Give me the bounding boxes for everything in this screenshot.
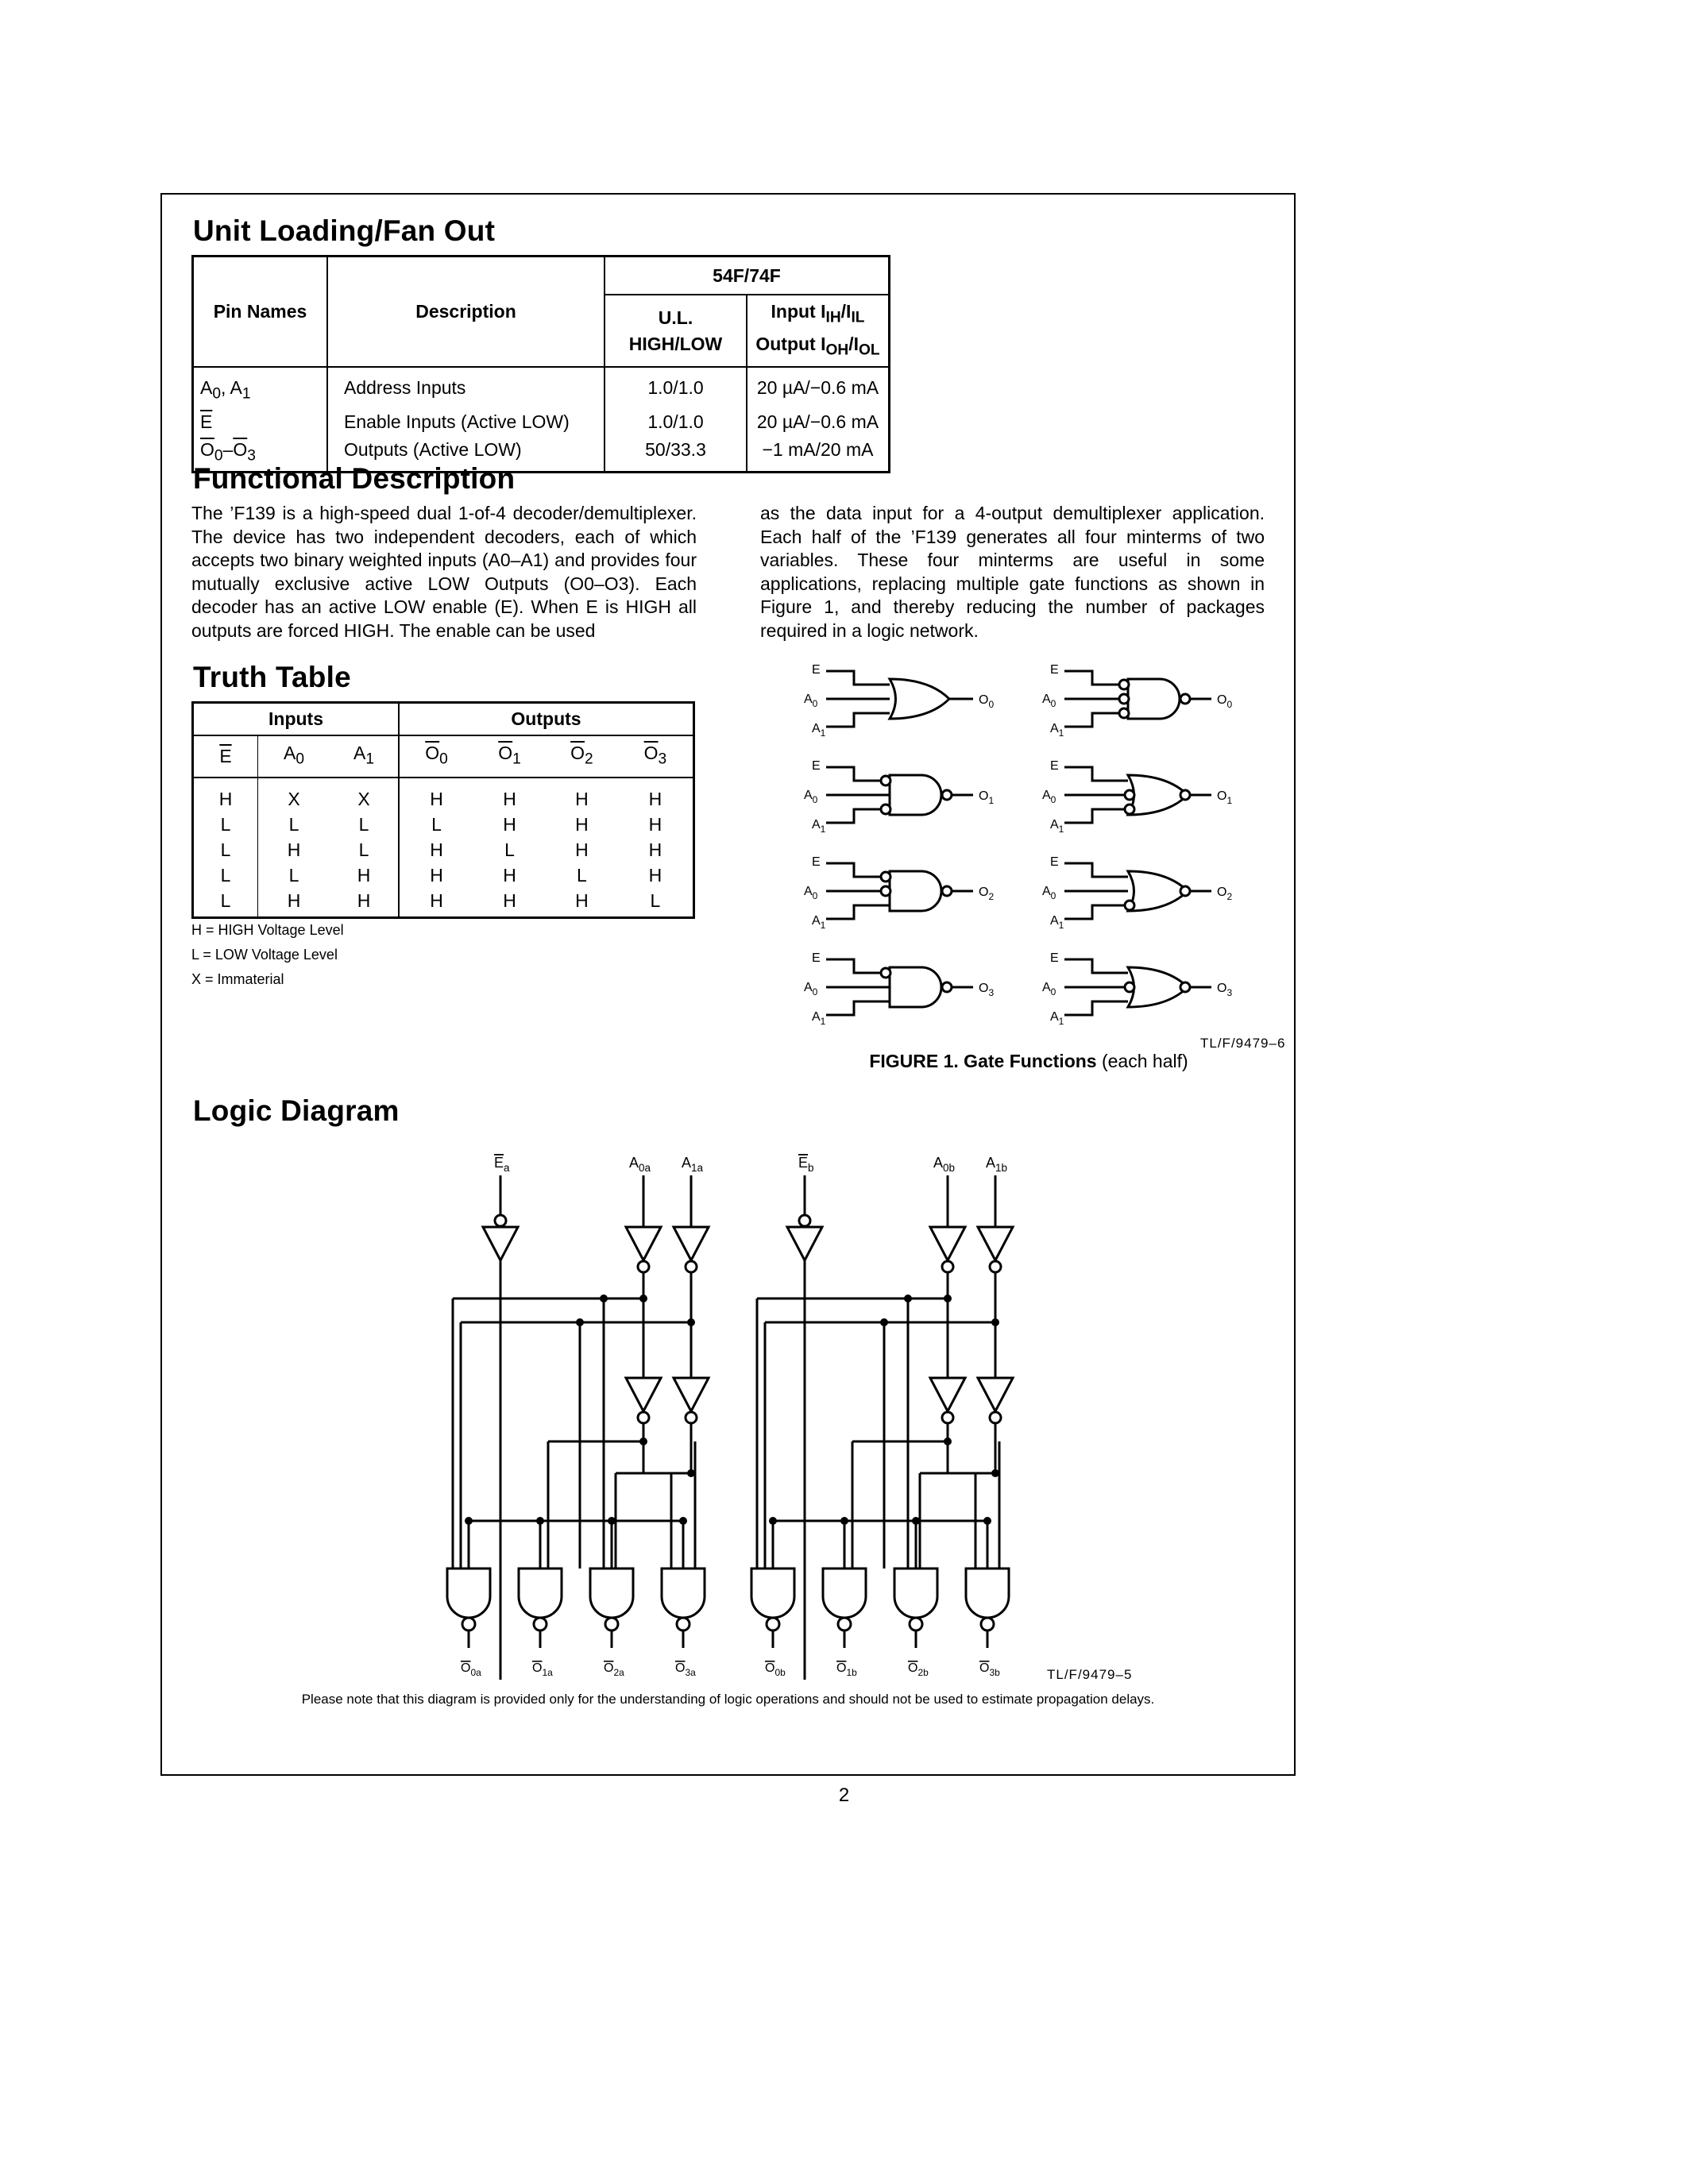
and-gate-icon [890, 871, 941, 911]
output-bubble-icon [942, 790, 952, 800]
gate-cell [826, 671, 973, 727]
col-description: Description [327, 257, 605, 368]
wire-a1 [826, 713, 890, 727]
wire-e [1064, 959, 1128, 973]
gate-cell [1064, 959, 1211, 1015]
figure1-caption-rest: (each half) [1096, 1051, 1188, 1071]
input-bubble-icon [1119, 708, 1129, 718]
ul-line2: HIGH/LOW [628, 333, 723, 354]
nand-gate-icon [823, 1569, 866, 1630]
tt-col-a1: $A_1$ [330, 735, 399, 778]
inverter-bubble-icon [799, 1215, 810, 1226]
junction-dot [840, 1517, 848, 1525]
enable-inverter [483, 1215, 518, 1260]
table-row: L L L L H H H [193, 812, 694, 837]
output-label: $O_{2b}$ [908, 1661, 929, 1678]
and-gate-icon [890, 967, 941, 1007]
pin-enable: $\overline{E}$ [200, 411, 213, 432]
junction-dot [944, 1295, 952, 1302]
wire-a1 [1064, 905, 1128, 919]
tt-col-o1: $\overline{O}_1$ [473, 735, 546, 778]
col-ul [605, 295, 747, 367]
logic-diagram-title: Logic Diagram [193, 1094, 400, 1127]
label-e: E [1050, 759, 1059, 773]
output-bubble-icon [462, 1618, 475, 1630]
truth-table [191, 701, 695, 919]
gate-cell [1064, 767, 1211, 823]
input-bubble-icon [1119, 694, 1129, 704]
wire-e [1064, 863, 1128, 877]
junction-dot [639, 1437, 647, 1445]
tt-col-o3: $\overline{O}_3$ [618, 735, 694, 778]
input-a0-label: $A_{0a}$ [629, 1155, 651, 1174]
label-a1: $A_1$ [812, 818, 826, 835]
gate-cell [1064, 863, 1211, 919]
tt-col-e: $\overline{E}$ [219, 746, 232, 767]
label-output: $O_3$ [979, 982, 995, 998]
output-bubble-icon [677, 1618, 689, 1630]
junction-dot [912, 1517, 920, 1525]
label-a0: $A_0$ [1042, 885, 1056, 901]
label-output: $O_0$ [979, 693, 995, 710]
nand-gate-icon [894, 1569, 937, 1630]
io-address: 20 µA/−0.6 mA [756, 377, 879, 399]
page-number: 2 [838, 1785, 850, 1806]
col-group-54f74f: 54F/74F [605, 257, 890, 295]
label-e: E [1050, 855, 1059, 869]
label-a0: $A_0$ [804, 693, 818, 709]
ul-address: 1.0/1.0 [605, 367, 747, 408]
or-gate-icon [890, 679, 949, 719]
label-a0: $A_0$ [1042, 981, 1056, 997]
table-row: L H L H L H H [193, 837, 694, 862]
pin-address: $A_0$, $A_1$ [200, 377, 251, 403]
input-bubble-icon [881, 776, 890, 785]
input-bubble-icon [881, 968, 890, 978]
inverter-bubble-icon [686, 1261, 697, 1272]
tt-group-inputs: Inputs [193, 703, 400, 736]
label-a1: $A_1$ [1050, 1010, 1064, 1027]
junction-dot [944, 1437, 952, 1445]
input-bubble-icon [881, 872, 890, 882]
label-a0: $A_0$ [1042, 693, 1056, 709]
table-row: L H H H H H L [193, 888, 694, 918]
input-a1-label: $A_{1b}$ [986, 1155, 1008, 1174]
legend-immaterial: X = Immaterial [191, 971, 284, 987]
nand-gate-icon [447, 1569, 490, 1630]
input-enable-label: $E_b$ [798, 1155, 814, 1174]
io-outputs: −1 mA/20 mA [762, 438, 874, 460]
input-bubble-icon [881, 805, 890, 814]
output-bubble-icon [910, 1618, 922, 1630]
figure1-gates [826, 671, 1211, 1015]
wire-e [1064, 767, 1128, 781]
input-current-header: Input $I_{IH}/I_{IL}$ [771, 301, 865, 326]
output-bubble-icon [981, 1618, 994, 1630]
tt-col-o2: $\overline{O}_2$ [546, 735, 618, 778]
input-bubble-icon [881, 886, 890, 896]
inverter-bubble-icon [990, 1412, 1001, 1423]
functional-col2: as the data input for a 4-output demultiplexer application. Each half of the ’F139 generates all four minterms of two variables. These four minterms are useful in some applications, replacing multiple gate functions as shown in Figure 1, and thereby reducing the number of packages required in a logic network. [760, 503, 1265, 641]
tt-column-headers [193, 735, 694, 778]
junction-dot [639, 1295, 647, 1302]
output-bubble-icon [1180, 694, 1190, 704]
inverter-bubble-icon [942, 1412, 953, 1423]
tt-col-o0: $\overline{O}_0$ [399, 735, 473, 778]
nand-gate-icon [519, 1569, 562, 1630]
logic-diagram [429, 1140, 1128, 1680]
output-label: $O_{1a}$ [532, 1661, 553, 1678]
label-output: $O_0$ [1217, 693, 1233, 710]
output-bubble-icon [534, 1618, 547, 1630]
inverter-bubble-icon [638, 1261, 649, 1272]
inverter-bubble-icon [686, 1412, 697, 1423]
nand-gate-icon [751, 1569, 794, 1630]
label-a0: $A_0$ [804, 789, 818, 805]
wire-a1 [826, 1001, 890, 1015]
label-e: E [812, 951, 821, 965]
gate-cell [1064, 671, 1211, 727]
nand-gate-icon [662, 1569, 705, 1630]
inverter-bubble-icon [638, 1412, 649, 1423]
input-a1-label: $A_{1a}$ [682, 1155, 704, 1174]
label-a0: $A_0$ [804, 885, 818, 901]
col-input-output [747, 295, 890, 367]
gate-cell [826, 767, 973, 823]
table-row [193, 367, 890, 408]
ul-enable: 1.0/1.0 [605, 408, 747, 436]
logic-diagram-note: Please note that this diagram is provided only for the understanding of logic operations and should not be used to estimate propagation delays. [301, 1692, 1155, 1707]
label-a1: $A_1$ [812, 1010, 826, 1027]
output-bubble-icon [942, 886, 952, 896]
input-bubble-icon [1125, 805, 1134, 814]
wire-a1 [1064, 809, 1128, 823]
label-a1: $A_1$ [812, 914, 826, 931]
label-output: $O_3$ [1217, 982, 1233, 998]
figure1-gate-functions [794, 651, 1271, 1048]
figure1-caption-bold: FIGURE 1. Gate Functions [869, 1051, 1097, 1071]
output-label: $O_{3a}$ [675, 1661, 696, 1678]
or-gate-icon [1128, 871, 1188, 911]
output-bubble-icon [1180, 886, 1190, 896]
inverter-bubble-icon [990, 1261, 1001, 1272]
output-label: $O_{3b}$ [979, 1661, 1000, 1678]
inverter-bubble-icon [942, 1261, 953, 1272]
figure1-code: TL/F/9479–6 [1200, 1036, 1286, 1051]
output-bubble-icon [1180, 790, 1190, 800]
a1-buffer [674, 1227, 709, 1272]
or-gate-icon [1128, 967, 1188, 1007]
label-e: E [812, 855, 821, 869]
ul-line1: U.L. [658, 307, 693, 328]
gate-cell [826, 863, 973, 919]
label-e: E [812, 663, 821, 677]
logic-diagram-code: TL/F/9479–5 [1047, 1667, 1133, 1682]
output-bubble-icon [1180, 982, 1190, 992]
tt-group-outputs: Outputs [399, 703, 694, 736]
functional-col1: The ’F139 is a high-speed dual 1-of-4 decoder/demultiplexer. The device has two independent decoders, each of which accepts two binary weighted inputs (A0–A1) and provides four mutually exclusive active LOW Outputs (O0–O3). Each decoder has an active LOW enable (E). When E is HIGH all outputs are forced HIGH. The enable can be used [191, 503, 697, 641]
label-a0: $A_0$ [804, 981, 818, 997]
wire-e [826, 671, 890, 685]
col-pin-names: Pin Names [193, 257, 328, 368]
label-output: $O_1$ [1217, 789, 1233, 806]
output-label: $O_{1b}$ [836, 1661, 857, 1678]
pin-outputs: $\overline{O}_0-\overline{O}_3$ [200, 438, 256, 465]
input-bubble-icon [1125, 982, 1134, 992]
output-bubble-icon [942, 982, 952, 992]
legend-low: L = LOW Voltage Level [191, 947, 338, 963]
label-output: $O_2$ [979, 886, 995, 902]
ul-outputs: 50/33.3 [605, 436, 747, 473]
io-enable: 20 µA/−0.6 mA [756, 411, 879, 432]
and-gate-icon [890, 775, 941, 815]
junction-dot [608, 1517, 616, 1525]
input-bubble-icon [1125, 790, 1134, 800]
table-row [193, 408, 890, 436]
wire-a1 [1064, 1001, 1128, 1015]
output-label: $O_{0b}$ [765, 1661, 786, 1678]
nand-gate-icon [966, 1569, 1009, 1630]
label-a0: $A_0$ [1042, 789, 1056, 805]
label-e: E [812, 759, 821, 773]
and-gate-icon [1128, 679, 1180, 719]
figure1-caption [794, 1051, 1263, 1072]
output-bubble-icon [605, 1618, 618, 1630]
output-current-header: Output $I_{OH}/I_{OL}$ [755, 333, 880, 359]
inverter-bubble-icon [495, 1215, 506, 1226]
output-label: $O_{0a}$ [461, 1661, 481, 1678]
input-a0-label: $A_{0b}$ [933, 1155, 956, 1174]
junction-dot [536, 1517, 544, 1525]
label-a1: $A_1$ [812, 722, 826, 739]
functional-title: Functional Description [193, 462, 516, 495]
label-a1: $A_1$ [1050, 722, 1064, 739]
tt-col-a0: $A_0$ [258, 735, 330, 778]
enable-inverter [787, 1215, 822, 1260]
output-bubble-icon [838, 1618, 851, 1630]
a1-inverter [978, 1378, 1013, 1423]
label-a1: $A_1$ [1050, 914, 1064, 931]
input-bubble-icon [1125, 901, 1134, 910]
unit-loading-table [191, 255, 890, 473]
label-output: $O_1$ [979, 789, 995, 806]
junction-dot [983, 1517, 991, 1525]
junction-dot [679, 1517, 687, 1525]
label-a1: $A_1$ [1050, 818, 1064, 835]
truth-table-title: Truth Table [193, 661, 351, 693]
table-row: H X X H H H H [193, 778, 694, 812]
label-output: $O_2$ [1217, 886, 1233, 902]
a1-inverter [674, 1378, 709, 1423]
table-row: L L H H H L H [193, 862, 694, 888]
output-bubble-icon [767, 1618, 779, 1630]
label-e: E [1050, 663, 1059, 677]
or-gate-icon [1128, 775, 1188, 815]
gate-cell [826, 959, 973, 1015]
unit-loading-title: Unit Loading/Fan Out [193, 214, 496, 247]
desc-outputs: Outputs (Active LOW) [327, 436, 605, 473]
logic-gates [447, 1215, 1013, 1630]
wire-a1 [826, 905, 890, 919]
a0-buffer [626, 1227, 661, 1272]
a1-buffer [978, 1227, 1013, 1272]
output-label: $O_{2a}$ [604, 1661, 624, 1678]
truth-table-legend [191, 918, 344, 992]
a0-buffer [930, 1227, 965, 1272]
input-bubble-icon [1119, 680, 1129, 689]
label-e: E [1050, 951, 1059, 965]
a0-inverter [626, 1378, 661, 1423]
nand-gate-icon [590, 1569, 633, 1630]
a0-inverter [930, 1378, 965, 1423]
junction-dot [991, 1318, 999, 1326]
input-enable-label: $E_a$ [494, 1155, 510, 1174]
junction-dot [687, 1318, 695, 1326]
desc-enable: Enable Inputs (Active LOW) [327, 408, 605, 436]
desc-address: Address Inputs [327, 367, 605, 408]
legend-high: H = HIGH Voltage Level [191, 922, 344, 938]
